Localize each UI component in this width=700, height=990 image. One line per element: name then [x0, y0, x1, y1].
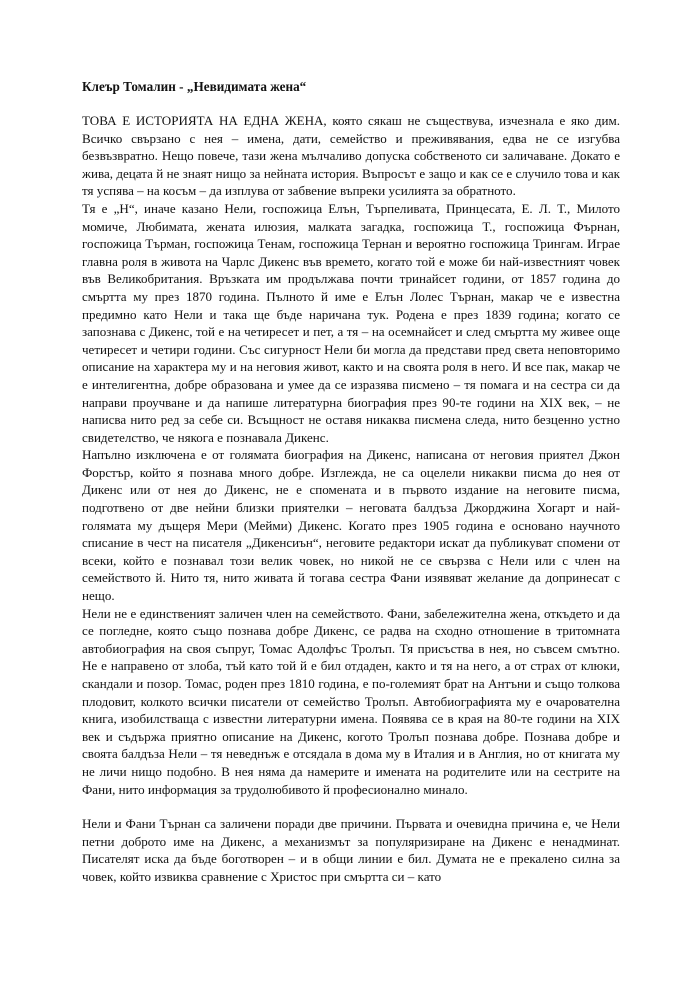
paragraph-5: Нели и Фани Търнан са заличени поради две причини. Първата и очевидна причина е, че Нели петни доброто име на Дикенс, а механизмът за популяризиране на Дикенс е ненадминат. Писателят иска да бъде боготворен – и в общи линии е бил. Думата не е прекалено силна за човек, който извиква сравнение с Христос при смъртта си – като: [82, 816, 620, 884]
paragraph-4: Нели не е единственият заличен член на семейството. Фани, забележителна жена, откъдето и да се погледне, която също познава добре Дикенс, се радва на сходно отношение в тритомната автобиография на своя съпруг, Томас Адолфъс Тролъп. Тя присъства в нея, но съвсем смътно. Не е направено от злоба, тъй като той й е бил отдаден, както и тя на него, а от страх от клюки, скандали и позор. Томас, роден през 1810 година, е по-големият брат на Антъни и също толкова плодовит, колкото всички писатели от семейство Тролъп. Автобиографията му е очарователна книга, изобилстваща с известни литературни имена. Появява се в края на 80-те години на XIX век и съдържа приятно описание на Дикенс, когото Тролъп познава добре. Познава добре и своята балдъза Нели – тя неведнъж е отсядала в дома му в Италия и в Англия, но от книгата му не личи нищо подобно. В нея няма да намерите и имената на родителите или на сестрите на Фани, нито информация за трудолюбивото й професионално минало.: [82, 605, 620, 797]
document-title: Клеър Томалин - „Невидимата жена“: [82, 79, 307, 94]
paragraph-1: ТОВА Е ИСТОРИЯТА НА ЕДНА ЖЕНА, която сякаш не съществува, изчезнала е яко дим. Всичко свързано с нея – имена, дати, семейство и преживявания, едва не се изгубва безвъзвратно. Нещо повече, тази жена мълчаливо допуска собственото си заличаване. Докато е жива, децата й не знаят нищо за нейната история. Въпросът е защо и как се е случило това и как тя успява – на косъм – да изплува от забвение въпреки усилията за обратното.: [82, 113, 620, 199]
paragraph-3: Напълно изключена е от голямата биография на Дикенс, написана от неговия приятел Джон Форстър, който я познава много добре. Изглежда, не са оцелели никакви писма до нея от Дикенс или от нея до Дикенс, не е спомената и в първото издание на неговите писма, подготвено от две нейни близки приятелки – неговата балдъза Джорджина Хогарт и най-голямата му дъщеря Мери (Мейми) Дикенс. Когато през 1905 година е основано научното списание в чест на писателя „Дикенсиън“, неговите редактори искат да публикуват спомени от всеки, който е познавал този велик човек, но никой не се свързва с Нели или с член на семейството й. Нито тя, нито живата й тогава сестра Фани изявяват желание да допринесат с нещо.: [82, 447, 620, 604]
paragraph-2: Тя е „Н“, иначе казано Нели, госпожица Елън, Търпеливата, Принцесата, Е. Л. Т., Милото момиче, Любимата, жената илюзия, малката загадка, госпожица Т., госпожица Фърнан, госпожица Търман, госпожица Тенам, госпожица Тернан и вероятно госпожица Трингам. Играе главна роля в живота на Чарлс Дикенс във времето, когато той е може би най-известният човек във Великобритания. Връзката им продължава почти тринайсет години, от 1857 година до смъртта му през 1870 година. Пълното й име е Елън Лолес Търнан, макар че е известна предимно като Нели и така ще бъде наричана тук. Родена е през 1839 година; когато се запознава с Дикенс, той е на четиресет и пет, а тя – на осемнайсет и след смъртта му живее още четиресет и четири години. Със сигурност Нели би могла да представи пред света неповторимо описание на характера му и на неговия живот, както и на своята роля в него. И все пак, макар че е интелигентна, добре образована и умее да се изразява писмено – тя помага и на сестра си да направи проучване и да напише литературна биография през 90-те години на XIX век, – не написва нито ред за себе си. Всъщност не оставя никаква писмена следа, нито безценно устно свидетелство, че някога е познавала Дикенс.: [82, 200, 620, 445]
document-page: [82, 78, 620, 886]
